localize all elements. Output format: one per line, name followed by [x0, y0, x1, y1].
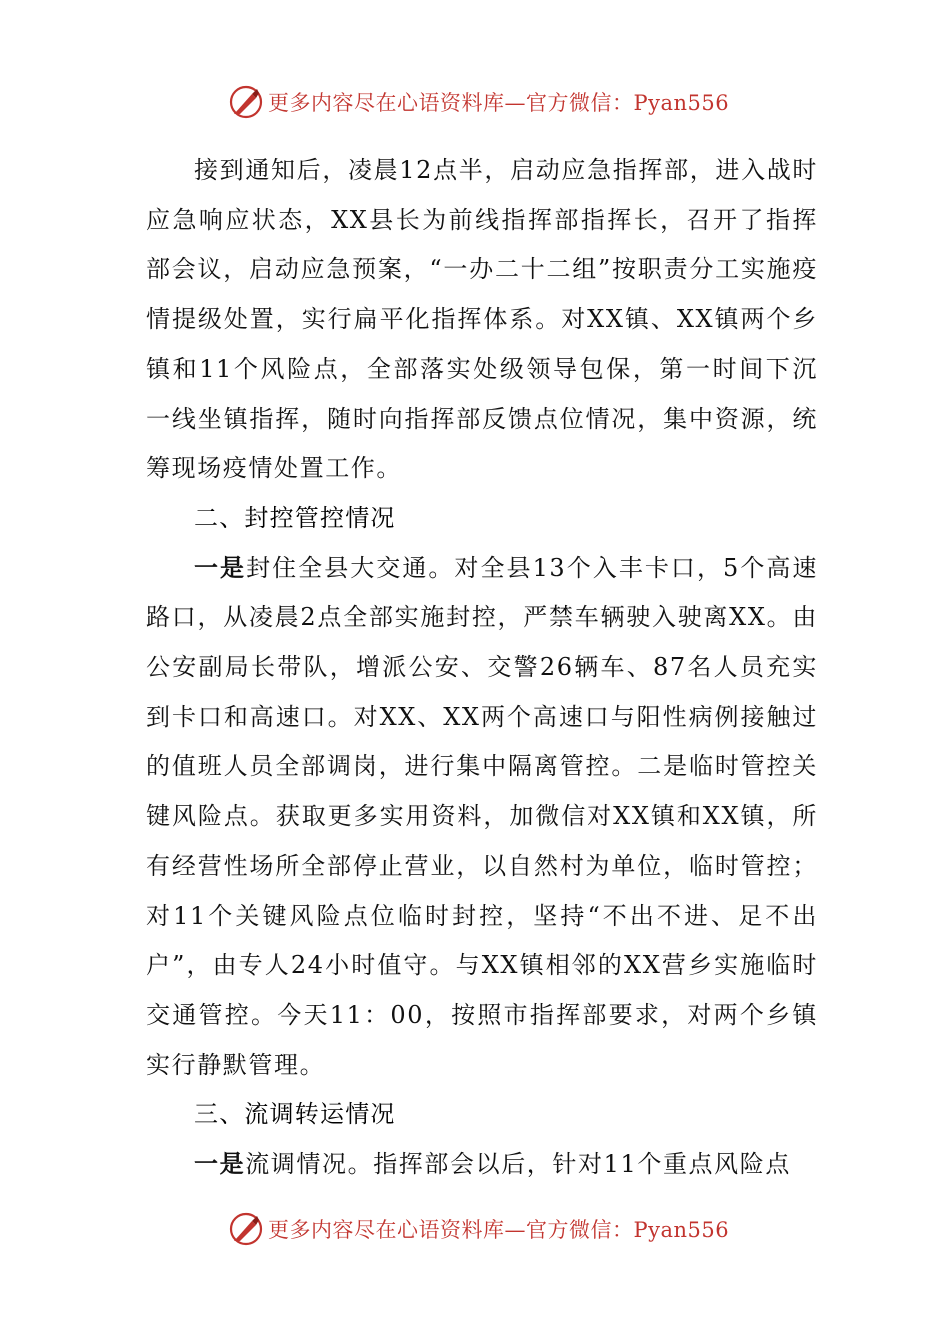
section-heading-control: 二、封控管控情况 — [194, 503, 396, 532]
section-heading-tracing: 三、流调转运情况 — [194, 1100, 396, 1129]
pen-icon — [228, 84, 264, 120]
lead-text: 一是 — [194, 1150, 246, 1179]
footer-banner — [228, 1209, 729, 1249]
pen-icon — [228, 1211, 264, 1247]
lead-text: 一是 — [194, 553, 247, 582]
paragraph-tracing: 一是流调情况。指挥部会以后，针对11个重点风险点 — [194, 1150, 791, 1179]
document-body — [146, 146, 818, 1190]
header-banner — [228, 82, 729, 122]
paragraph-intro: 接到通知后，凌晨12点半，启动应急指挥部，进入战时应急响应状态，XX县长为前线指挥部指挥长，召开了指挥部会议，启动应急预案，“一办二十二组”按职责分工实施疫情提级处置，实行扁平化指挥体系。对XX镇、XX镇两个乡镇和11个风险点，全部落实处级领导包保，第一时间下沉一线坐镇指挥，随时向指挥部反馈点位情况，集中资源，统筹现场疫情处置工作。 — [146, 156, 818, 483]
banner-text: 更多内容尽在心语资料库—官方微信：Pyan556 — [268, 1218, 730, 1242]
paragraph-control: 一是封住全县大交通。对全县13个入丰卡口，5个高速路口，从凌晨2点全部实施封控，严禁车辆驶入驶离XX。由公安副局长带队，增派公安、交警26辆车、87名人员充实到卡口和高速口。对XX、XX两个高速口与阳性病例接触过的值班人员全部调岗，进行集中隔离管控。二是临时管控关键风险点。获取更多实用资料，加微信对XX镇和XX镇，所有经营性场所全部停止营业，以自然村为单位，临时管控；对11个关键风险点位临时封控，坚持“不出不进、足不出户”，由专人24小时值守。与XX镇相邻的XX营乡实施临时交通管控。今天11：00，按照市指挥部要求，对两个乡镇实行静默管理。 — [146, 553, 819, 1079]
banner-text: 更多内容尽在心语资料库—官方微信：Pyan556 — [268, 91, 730, 115]
